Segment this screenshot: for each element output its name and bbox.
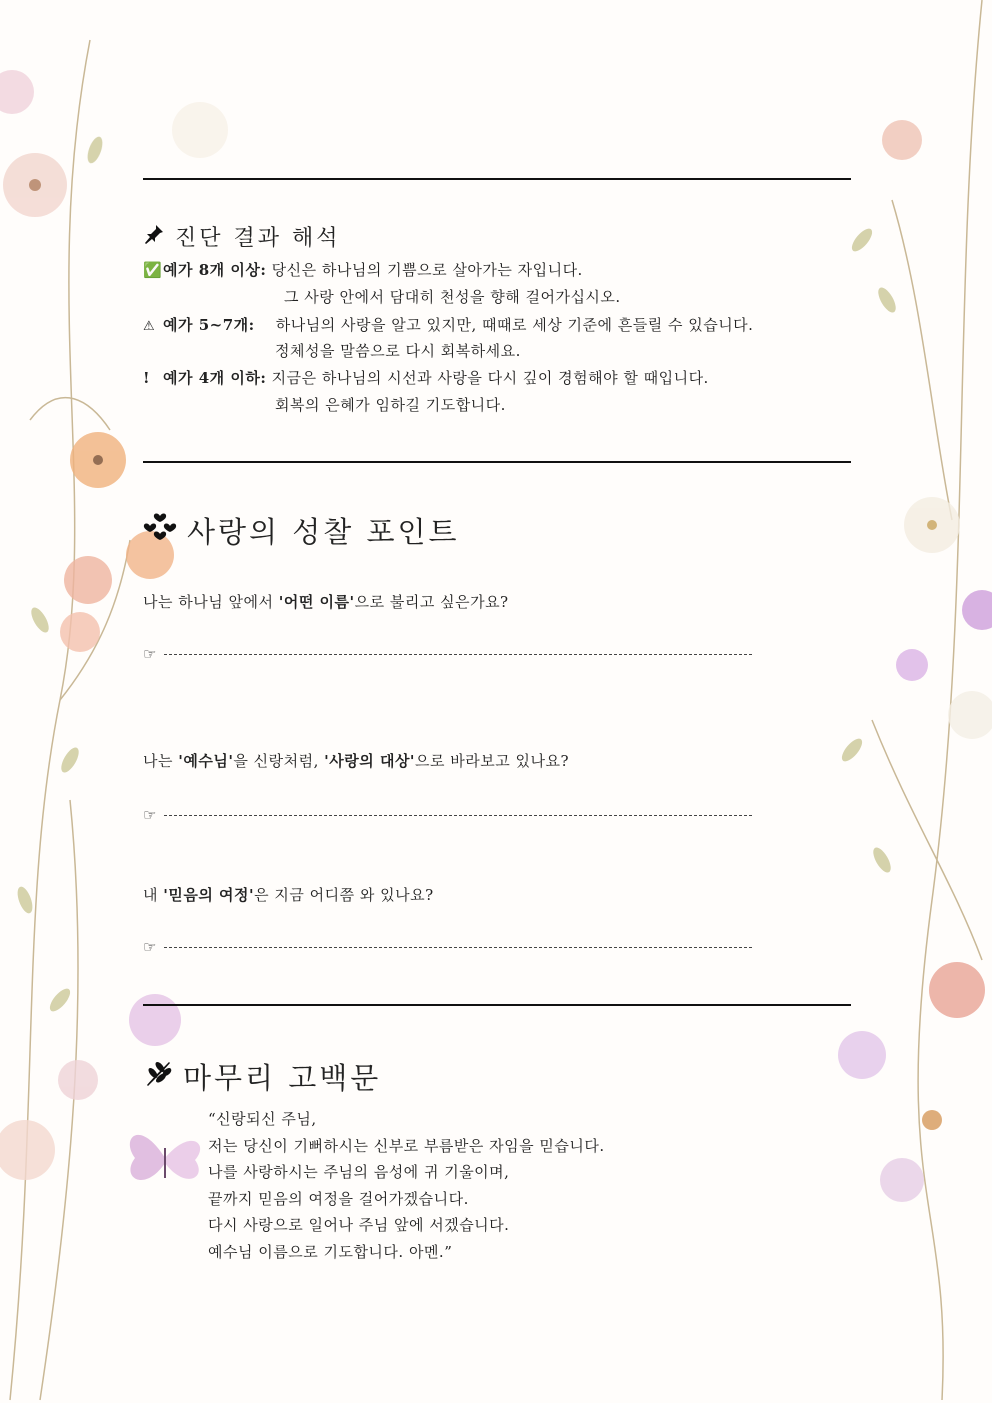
- prayer-line: 나를 사랑하시는 주님의 음성에 귀 기울이며,: [208, 1163, 510, 1182]
- reflection-title: 사랑의 성찰 포인트: [187, 515, 460, 549]
- question-emphasis: '어떤 이름': [278, 593, 355, 611]
- hearts-icon: [143, 510, 177, 551]
- divider-top: [143, 178, 851, 180]
- result-text: 지금은 하나님의 시선과 사랑을 다시 깊이 경험해야 할 때입니다.: [271, 369, 709, 387]
- question-emphasis: '믿음의 여정': [163, 886, 255, 904]
- question-text: 나는: [143, 752, 179, 770]
- closing-prayer: [208, 1106, 605, 1266]
- question-text: 으로 바라보고 있나요?: [415, 752, 570, 770]
- butterfly-icon: [120, 1118, 210, 1198]
- result-label: 예가 4개 이하: [163, 369, 261, 387]
- pushpin-icon: [143, 223, 165, 251]
- question-emphasis: '예수님': [178, 752, 234, 770]
- question-text: 내: [143, 886, 164, 904]
- answer-line-1[interactable]: [143, 645, 752, 663]
- result-text: 하나님의 사랑을 알고 있지만, 때때로 세상 기준에 흔들릴 수 있습니다.: [275, 316, 754, 334]
- warning-icon: ⚠: [143, 319, 156, 334]
- pointing-hand-icon: ☞: [143, 938, 157, 956]
- result-8plus-cont: 그 사랑 안에서 담대히 천성을 향해 걸어가십시오.: [284, 288, 621, 306]
- result-4less: ! 예가 4개 이하: 지금은 하나님의 시선과 사랑을 다시 깊이 경험해야 할 때입니다.: [143, 369, 709, 387]
- result-text: 당신은 하나님의 기쁨으로 살아가는 자입니다.: [271, 261, 583, 279]
- question-text: 을 신랑처럼,: [233, 752, 325, 770]
- reflection-heading: [143, 510, 460, 551]
- prayer-line: 저는 당신이 기뻐하시는 신부로 부름받은 자임을 믿습니다.: [208, 1136, 605, 1155]
- prayer-line: “신랑되신 주님,: [208, 1110, 317, 1128]
- exclamation-icon: !: [143, 369, 151, 387]
- pointing-hand-icon: ☞: [143, 806, 157, 824]
- prayer-line: 다시 사랑으로 일어나 주님 앞에 서겠습니다.: [208, 1216, 510, 1235]
- prayer-line: 끝까지 믿음의 여정을 걸어가겠습니다.: [208, 1189, 469, 1208]
- check-icon: ✅: [143, 261, 163, 279]
- interpretation-title: 진단 결과 해석: [175, 226, 341, 251]
- pointing-hand-icon: ☞: [143, 645, 157, 663]
- result-4less-cont: 회복의 은혜가 임하길 기도합니다.: [275, 396, 506, 414]
- prayer-line: 예수님 이름으로 기도합니다. 아멘.”: [208, 1242, 453, 1261]
- answer-line-2[interactable]: [143, 806, 752, 824]
- question-2: [143, 750, 569, 771]
- divider-bottom: [143, 1004, 851, 1006]
- herb-icon: [143, 1058, 173, 1095]
- question-emphasis: '사랑의 대상': [324, 752, 416, 770]
- question-text: 나는 하나님 앞에서: [143, 593, 279, 611]
- answer-line-3[interactable]: [143, 938, 752, 956]
- question-1: [143, 591, 509, 612]
- closing-heading: [143, 1056, 381, 1097]
- question-text: 으로 불리고 싶은가요?: [354, 593, 509, 611]
- question-text: 은 지금 어디쯤 와 있나요?: [254, 886, 434, 904]
- result-5to7: ⚠ 예가 5~7개: 하나님의 사랑을 알고 있지만, 때때로 세상 기준에 흔들릴 수 있습니다.: [143, 316, 754, 334]
- divider-middle: [143, 461, 851, 463]
- result-label: 예가 8개 이상: [163, 261, 261, 279]
- floral-border-right: [832, 0, 992, 1403]
- closing-title: 마무리 고백문: [183, 1061, 382, 1095]
- interpretation-heading: [143, 221, 341, 252]
- result-label: 예가 5~7개: [163, 316, 249, 334]
- result-8plus: ✅예가 8개 이상: 당신은 하나님의 기쁨으로 살아가는 자입니다.: [143, 261, 583, 279]
- question-3: [143, 884, 434, 905]
- result-5to7-cont: 정체성을 말씀으로 다시 회복하세요.: [275, 342, 521, 360]
